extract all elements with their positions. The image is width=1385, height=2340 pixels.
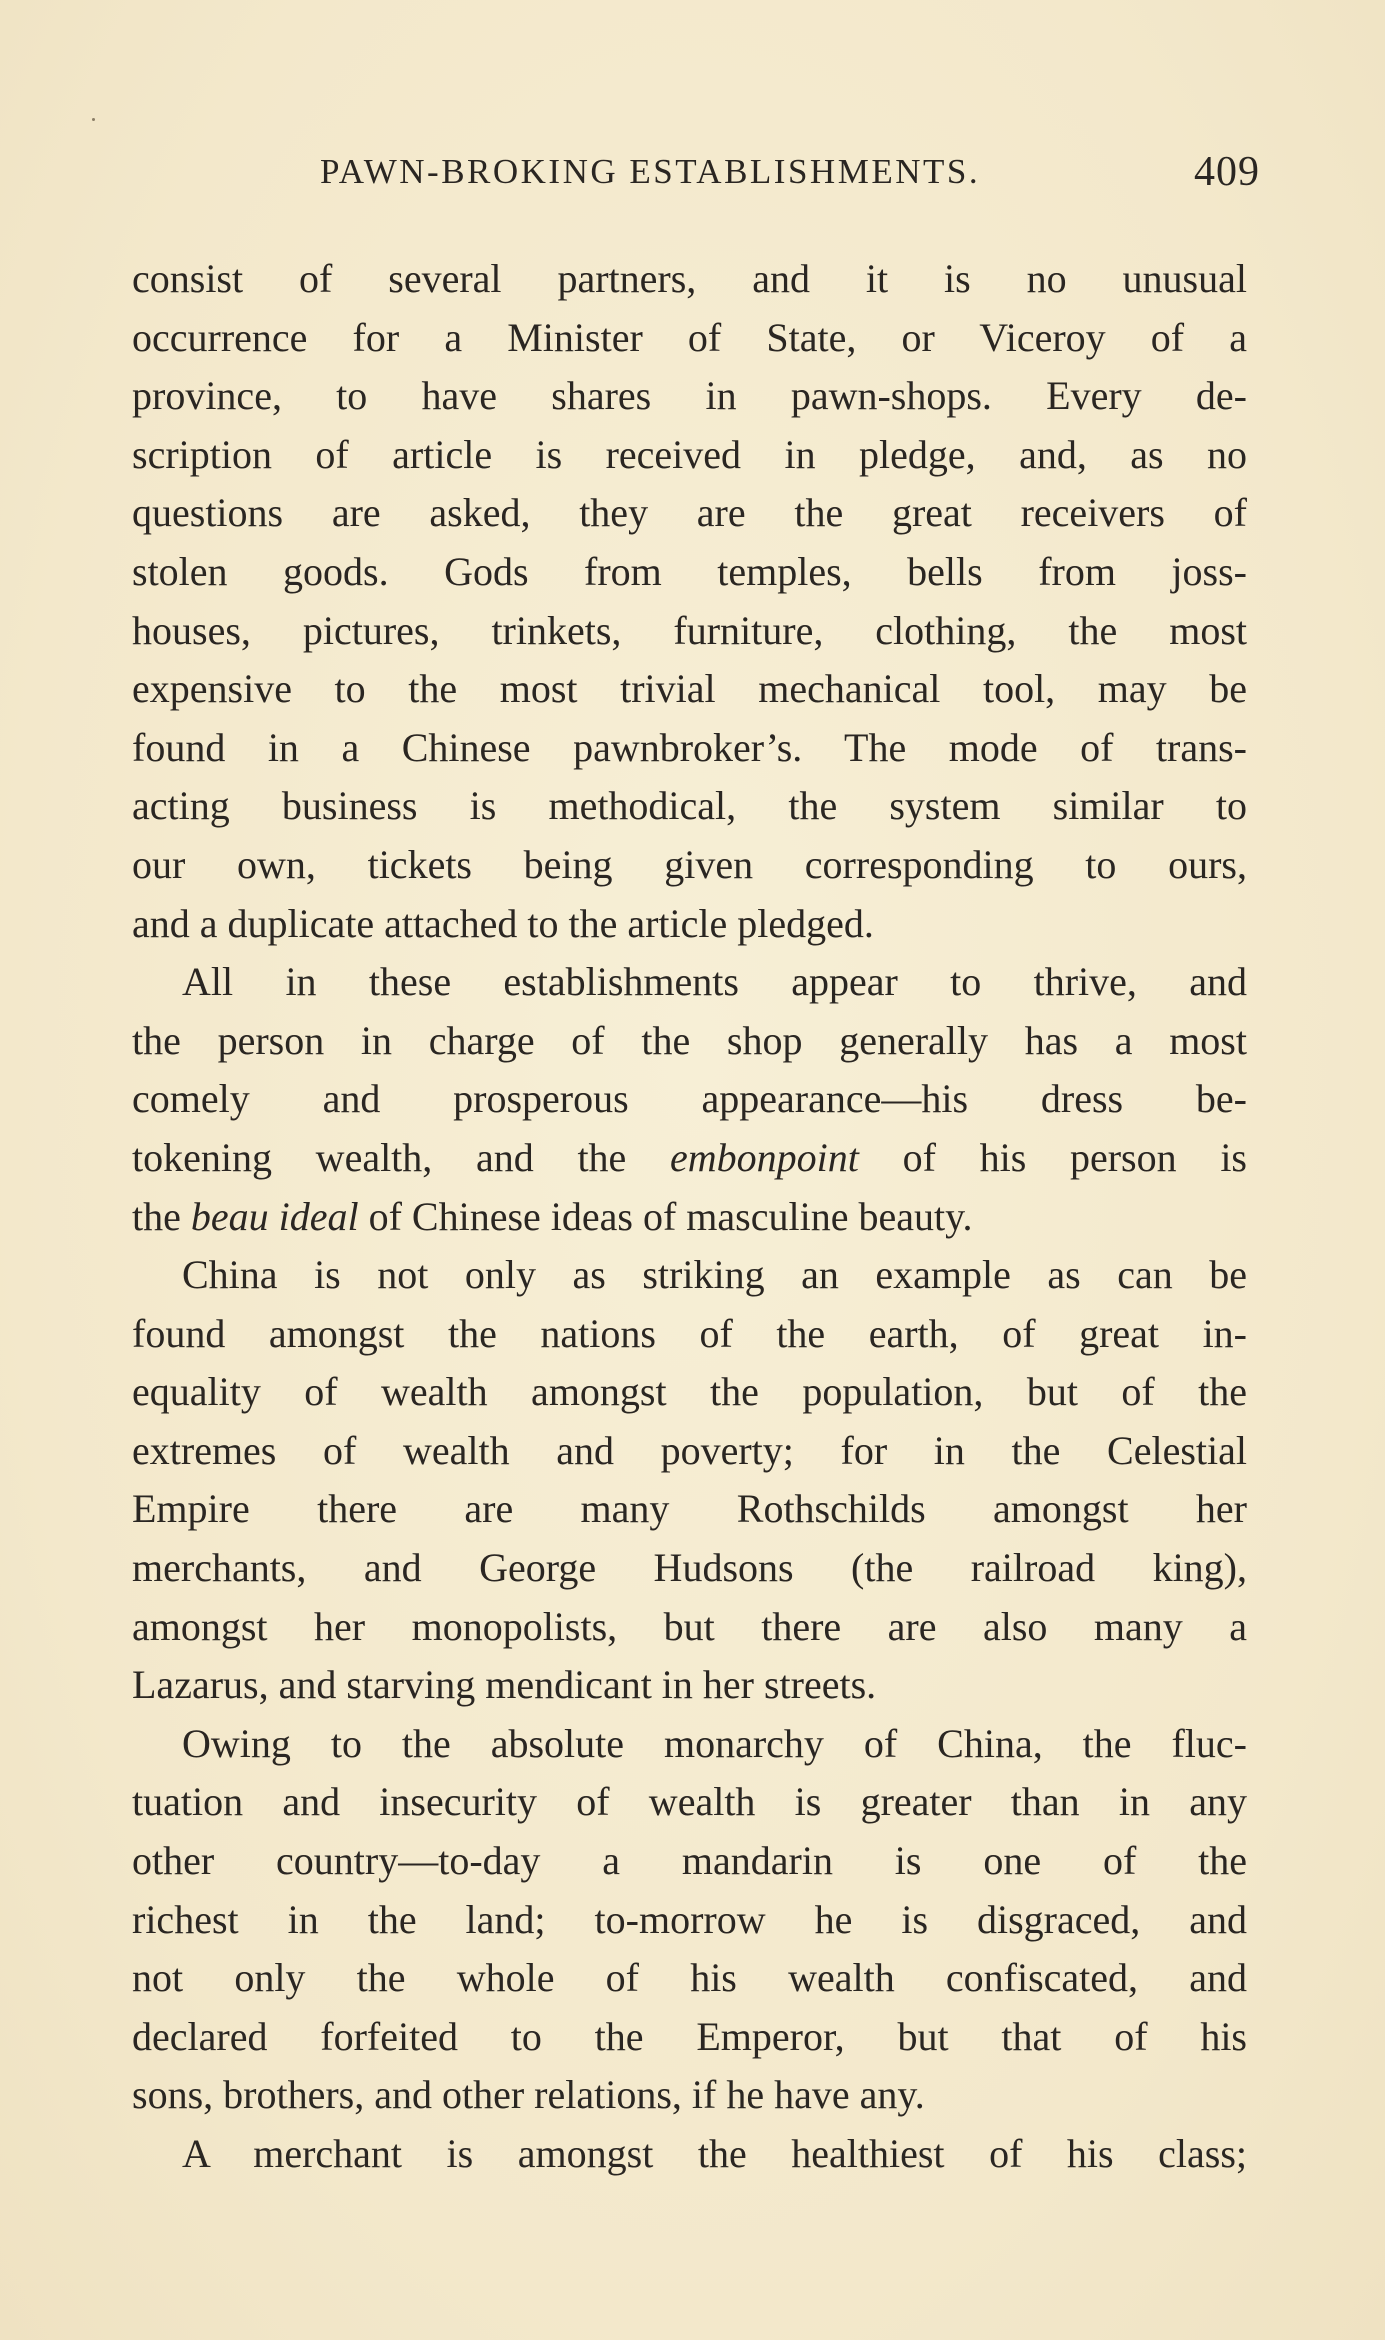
text-line: comely and prosperous appearance—his dress be- (132, 1076, 1247, 1122)
text-line: found amongst the nations of the earth, of great in- (132, 1310, 1247, 1356)
paragraph-start: China is not only as striking an example as can be (182, 1252, 1247, 1298)
text-line (132, 1129, 1247, 1188)
text-line: tuation and insecurity of wealth is greater than in any (132, 1779, 1247, 1825)
italic-phrase: beau ideal (190, 1193, 359, 1239)
text-line: occurrence for a Minister of State, or Viceroy of a (132, 314, 1247, 360)
text-run: the (132, 1193, 191, 1239)
text-line: consist of several partners, and it is no unusual (132, 256, 1247, 301)
body-text (132, 250, 1247, 2184)
text-line (132, 1188, 1247, 1247)
text-line: expensive to the most trivial mechanical tool, may be (132, 666, 1247, 712)
text-line: stolen goods. Gods from temples, bells from joss- (132, 548, 1247, 594)
page-number: 409 (1194, 149, 1260, 195)
text-line: merchants, and George Hudsons (the railroad king), (132, 1545, 1247, 1591)
paragraph-start: A merchant is amongst the healthiest of his class; (182, 2131, 1247, 2176)
speck (92, 118, 95, 121)
text-line: richest in the land; to-morrow he is disgraced, and (132, 1896, 1247, 1942)
text-line: acting business is methodical, the system similar to (132, 783, 1247, 829)
text-line: our own, tickets being given corresponding to ours, (132, 841, 1247, 887)
text-line: declared forfeited to the Emperor, but that of his (132, 2013, 1247, 2059)
italic-phrase: embonpoint (670, 1134, 859, 1180)
text-run: tokening wealth, and the (132, 1134, 671, 1180)
text-line: not only the whole of his wealth confiscated, and (132, 1955, 1247, 2001)
text-line: houses, pictures, trinkets, furniture, clothing, the most (132, 607, 1247, 653)
running-title: PAWN-BROKING ESTABLISHMENTS. (320, 152, 981, 191)
page-header (320, 149, 1260, 200)
text-line: the person in charge of the shop generally has a most (132, 1017, 1247, 1063)
text-line: province, to have shares in pawn-shops. Every de- (132, 373, 1247, 419)
text-line: sons, brothers, and other relations, if he have any. (132, 2072, 925, 2118)
text-line: equality of wealth amongst the population, but of the (132, 1369, 1247, 1415)
text-line: Lazarus, and starving mendicant in her streets. (132, 1662, 877, 1708)
paragraph-start: Owing to the absolute monarchy of China, the fluc- (182, 1720, 1247, 1766)
text-line: found in a Chinese pawnbroker’s. The mode of trans- (132, 724, 1247, 770)
text-run: of his person is (858, 1134, 1247, 1180)
text-line: other country—to-day a mandarin is one of the (132, 1838, 1247, 1884)
text-line: amongst her monopolists, but there are also many a (132, 1603, 1247, 1649)
paragraph-start: All in these establishments appear to thrive, and (182, 959, 1247, 1005)
text-line: extremes of wealth and poverty; for in the Celestial (132, 1427, 1247, 1473)
text-run: of Chinese ideas of masculine beauty. (358, 1193, 973, 1239)
text-line: Empire there are many Rothschilds amongst her (132, 1486, 1247, 1532)
text-line: and a duplicate attached to the article pledged. (132, 900, 874, 946)
text-line: scription of article is received in pledge, and, as no (132, 431, 1247, 477)
text-line: questions are asked, they are the great receivers of (132, 490, 1247, 536)
